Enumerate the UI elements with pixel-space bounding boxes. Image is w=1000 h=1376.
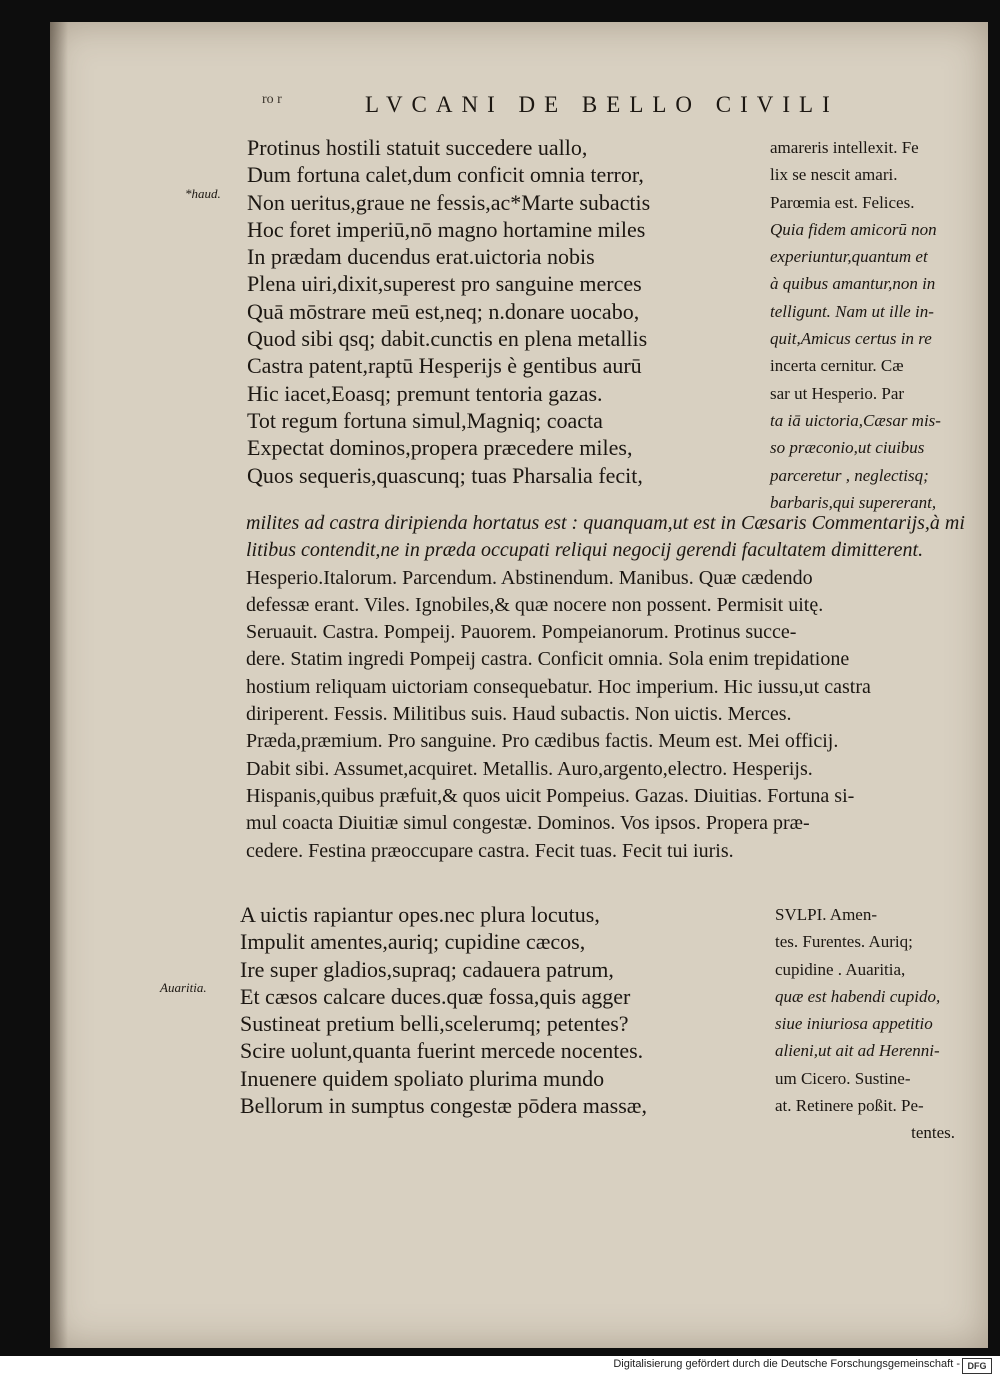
verse-line: Quos sequeris,quascunq; tuas Pharsalia fecit, bbox=[247, 462, 643, 488]
page-gutter-shadow bbox=[50, 22, 68, 1348]
gloss-line: at. Retinere poßit. Pe- bbox=[775, 1096, 924, 1116]
verse-line: Hoc foret imperiū,nō magno hortamine miles bbox=[247, 216, 646, 242]
commentary-line: litibus contendit,ne in præda occupati reliqui negocij gerendi facultatem dimitterent. bbox=[246, 539, 924, 562]
verse-line: A uictis rapiantur opes.nec plura locutus, bbox=[240, 902, 600, 927]
gloss-line: incerta cernitur. Cæ bbox=[770, 356, 904, 376]
verse-line: Protinus hostili statuit succedere uallo, bbox=[247, 135, 588, 160]
verse-line: Impulit amentes,auriq; cupidine cæcos, bbox=[240, 929, 586, 955]
verse-line: Non ueritus,graue ne fessis,ac*Marte subactis bbox=[247, 189, 651, 215]
verse-line: Scire uolunt,quanta fuerint mercede nocentes. bbox=[240, 1038, 644, 1064]
verse-line: Ire super gladios,supraq; cadauera patrum, bbox=[240, 956, 614, 982]
gloss-line: Parœmia est. Felices. bbox=[770, 192, 915, 212]
commentary-line: Hispanis,quibus præfuit,& quos uicit Pompeius. Gazas. Diuitias. Fortuna si- bbox=[246, 784, 855, 807]
gloss-line: quæ est habendi cupido, bbox=[775, 986, 941, 1006]
verse-line: Dum fortuna calet,dum conficit omnia terror, bbox=[247, 162, 644, 188]
gloss-line: alieni,ut ait ad Herenni- bbox=[775, 1041, 940, 1061]
commentary-line: dere. Statim ingredi Pompeij castra. Conficit omnia. Sola enim trepidatione bbox=[246, 648, 850, 671]
gloss-line: SVLPI. Amen- bbox=[775, 905, 877, 924]
commentary-line: diriperent. Fessis. Militibus suis. Haud subactis. Non uictis. Merces. bbox=[246, 703, 792, 726]
verse-line: Et cæsos calcare duces.quæ fossa,quis agger bbox=[240, 983, 631, 1009]
gloss-line: barbaris,qui supererant, bbox=[770, 492, 937, 512]
commentary-line: mul coacta Diuitiæ simul congestæ. Dominos. Vos ipsos. Propera præ- bbox=[246, 812, 810, 835]
gloss-line: cupidine . Auaritia, bbox=[775, 959, 906, 979]
commentary-block bbox=[246, 510, 976, 865]
gloss-line: lix se nescit amari. bbox=[770, 165, 898, 185]
gloss-line: ta iā uictoria,Cæsar mis- bbox=[770, 410, 941, 430]
gloss-line: à quibus amantur,non in bbox=[770, 274, 936, 294]
gloss-line: sar ut Hesperio. Par bbox=[770, 383, 905, 403]
verse-line: Inuenere quidem spoliato plurima mundo bbox=[240, 1065, 605, 1091]
verse-line: Plena uiri,dixit,superest pro sanguine merces bbox=[247, 271, 642, 297]
verse-line: Castra patent,raptū Hesperijs è gentibus aurū bbox=[247, 353, 642, 379]
side-gloss-block-2 bbox=[775, 901, 955, 1147]
verse-block-1 bbox=[247, 134, 650, 489]
verse-line: Bellorum in sumptus congestæ pōdera massæ, bbox=[240, 1093, 647, 1119]
gloss-line: tentes. bbox=[911, 1123, 955, 1143]
gloss-line: telligunt. Nam ut ille in- bbox=[770, 301, 934, 321]
verse-line: Sustineat pretium belli,scelerumq; petentes? bbox=[240, 1011, 629, 1037]
funding-credit: Digitalisierung gefördert durch die Deutsche Forschungsgemeinschaft - bbox=[613, 1358, 960, 1370]
gloss-line: amareris intellexit. Fe bbox=[770, 138, 919, 157]
side-gloss-block-1 bbox=[770, 134, 941, 516]
gloss-line: um Cicero. Sustine- bbox=[775, 1068, 911, 1088]
verse-line: Quā mōstrare meū est,neq; n.donare uocabo, bbox=[247, 298, 640, 324]
verse-line: Tot regum fortuna simul,Magniq; coacta bbox=[247, 407, 603, 433]
running-head: LVCANI DE BELLO CIVILI bbox=[365, 92, 839, 117]
gloss-line: so præconio,ut ciuibus bbox=[770, 438, 925, 458]
gloss-line: siue iniuriosa appetitio bbox=[775, 1014, 933, 1034]
gloss-line: tes. Furentes. Auriq; bbox=[775, 932, 913, 952]
commentary-line: Dabit sibi. Assumet,acquiret. Metallis. Auro,argento,electro. Hesperijs. bbox=[246, 757, 813, 780]
commentary-line: Hesperio.Italorum. Parcendum. Abstinendum. Manibus. Quæ cædendo bbox=[246, 566, 813, 589]
commentary-line: Seruauit. Castra. Pompeij. Pauorem. Pompeianorum. Protinus succe- bbox=[246, 621, 797, 644]
verse-block-2 bbox=[240, 901, 647, 1119]
commentary-line: cedere. Festina præoccupare castra. Fecit tuas. Fecit tui iuris. bbox=[246, 839, 734, 862]
gloss-line: Quia fidem amicorū non bbox=[770, 219, 937, 239]
dfg-logo: DFG bbox=[962, 1358, 992, 1374]
gloss-line: experiuntur,quantum et bbox=[770, 247, 928, 267]
page-number-fragment: ro r bbox=[262, 92, 282, 107]
verse-line: Hic iacet,Eoasq; premunt tentoria gazas. bbox=[247, 380, 603, 406]
commentary-line: milites ad castra diripienda hortatus est : quanquam,ut est in Cæsaris Commentarijs,à mi bbox=[246, 512, 965, 534]
commentary-line: defessæ erant. Viles. Ignobiles,& quæ nocere non possent. Permisit uitę. bbox=[246, 593, 824, 616]
commentary-line: hostium reliquam uictoriam consequebatur. Hoc imperium. Hic iussu,ut castra bbox=[246, 675, 871, 698]
verse-line: Quod sibi qsq; dabit.cunctis en plena metallis bbox=[247, 326, 648, 352]
verse-line: In prædam ducendus erat.uictoria nobis bbox=[247, 244, 595, 270]
margin-note-haud: *haud. bbox=[185, 186, 221, 201]
gloss-line: parceretur , neglectisq; bbox=[770, 465, 929, 485]
verse-line: Expectat dominos,propera præcedere miles, bbox=[247, 435, 633, 461]
margin-note-auaritia: Auaritia. bbox=[160, 980, 207, 995]
gloss-line: quit,Amicus certus in re bbox=[770, 329, 932, 349]
commentary-line: Præda,præmium. Pro sanguine. Pro cædibus factis. Meum est. Mei officij. bbox=[246, 730, 839, 753]
